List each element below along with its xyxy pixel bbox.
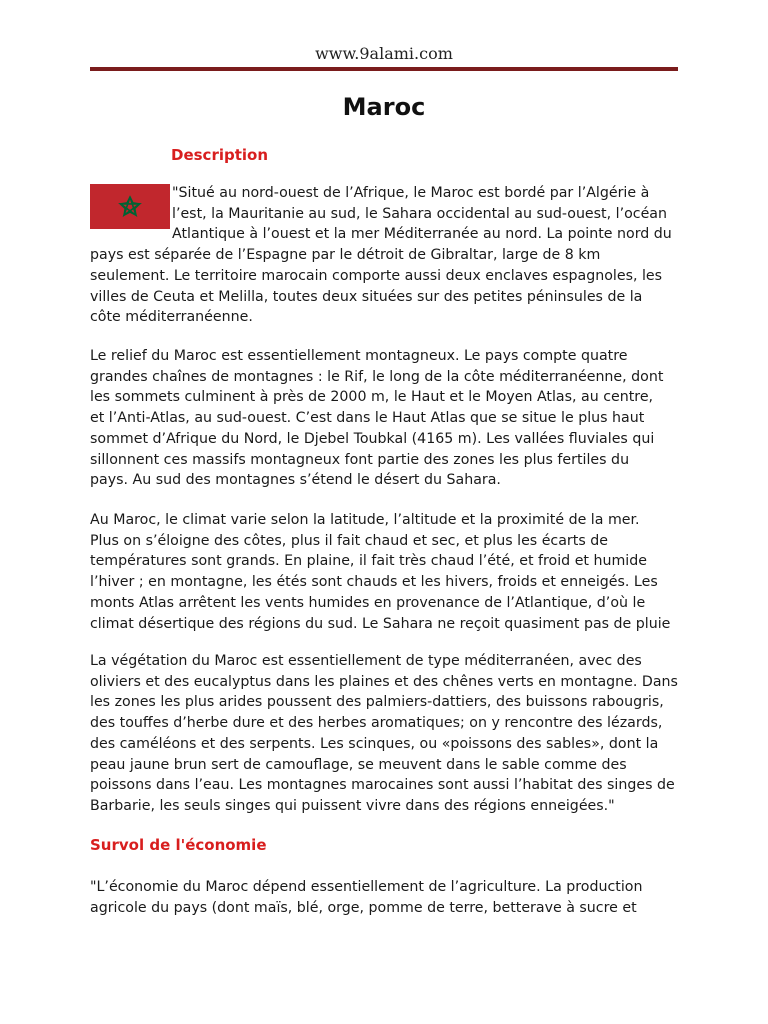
- text-line: Atlantique à l’ouest et la mer Méditerranée au nord. La pointe nord du: [172, 226, 672, 243]
- text-line: l’hiver ; en montagne, les étés sont chauds et les hivers, froids et enneigés. Les: [90, 574, 658, 591]
- text-line: des touffes d’herbe dure et des herbes aromatiques; on y rencontre des lézards,: [90, 715, 663, 732]
- text-line: et l’Anti-Atlas, au sud-ouest. C’est dans le Haut Atlas que se situe le plus haut: [90, 410, 645, 427]
- paragraph-climate: [90, 510, 680, 634]
- text-line: Plus on s’éloigne des côtes, plus il fait chaud et sec, et plus les écarts de: [90, 532, 608, 549]
- section-heading-economy: Survol de l'économie: [90, 836, 267, 854]
- text-line: seulement. Le territoire marocain comporte aussi deux enclaves espagnoles, les: [90, 267, 663, 284]
- text-line: l’est, la Mauritanie au sud, le Sahara occidental au sud-ouest, l’océan: [172, 205, 667, 222]
- text-line: pays. Au sud des montagnes s’étend le désert du Sahara.: [90, 472, 501, 489]
- text-line: sommet d’Afrique du Nord, le Djebel Toubkal (4165 m). Les vallées fluviales qui: [90, 430, 655, 447]
- text-line: "Situé au nord-ouest de l’Afrique, le Maroc est bordé par l’Algérie à: [172, 185, 650, 201]
- text-line: pays est séparée de l’Espagne par le détroit de Gibraltar, large de 8 km: [90, 247, 601, 264]
- text-line: villes de Ceuta et Melilla, toutes deux situées sur des petites péninsules de la: [90, 288, 643, 305]
- text-line: La végétation du Maroc est essentiellement de type méditerranéen, avec des: [90, 653, 642, 669]
- text-line: monts Atlas arrêtent les vents humides en provenance de l’Atlantique, d’où le: [90, 594, 646, 611]
- text-line: sillonnent ces massifs montagneux font partie des zones les plus fertiles du: [90, 451, 630, 468]
- text-line: grandes chaînes de montagnes : le Rif, le long de la côte méditerranéenne, dont: [90, 368, 664, 385]
- text-line: les sommets culminent à près de 2000 m, le Haut et le Moyen Atlas, au centre,: [90, 389, 654, 406]
- text-line: températures sont grands. En plaine, il fait très chaud l’été, et froid et humide: [90, 553, 647, 570]
- text-line: des caméléons et des serpents. Les scinques, ou «poissons des sables», dont la: [90, 735, 659, 752]
- text-line: les zones les plus arides poussent des palmiers-dattiers, des buissons rabougris,: [90, 694, 664, 711]
- paragraph-relief: [90, 346, 680, 491]
- section-heading-description: Description: [171, 146, 269, 164]
- text-line: poissons dans l’eau. Les montagnes marocaines sont aussi l’habitat des singes de: [90, 777, 675, 794]
- text-line: Au Maroc, le climat varie selon la latitude, l’altitude et la proximité de la mer.: [90, 512, 640, 528]
- paragraph-vegetation: [90, 651, 680, 817]
- site-url[interactable]: www.9alami.com: [315, 44, 453, 63]
- text-line: côte méditerranéenne.: [90, 309, 253, 326]
- text-line: Le relief du Maroc est essentiellement montagneux. Le pays compte quatre: [90, 348, 628, 364]
- paragraph-location: [90, 183, 680, 328]
- text-line: climat désertique des régions du sud. Le Sahara ne reçoit quasiment pas de pluie: [90, 615, 671, 632]
- text-line: oliviers et des eucalyptus dans les plaines et des chênes verts en montagne. Dans: [90, 673, 678, 690]
- text-line: Barbarie, les seuls singes qui puissent vivre dans des régions enneigées.": [90, 797, 615, 814]
- text-line: agricole du pays (dont maïs, blé, orge, pomme de terre, betterave à sucre et: [90, 899, 637, 916]
- header-divider: [90, 67, 678, 71]
- page-title: Maroc: [342, 93, 426, 121]
- paragraph-economy: [90, 877, 680, 918]
- text-line: "L’économie du Maroc dépend essentiellement de l’agriculture. La production: [90, 879, 643, 895]
- text-line: peau jaune brun sert de camouflage, se meuvent dans le sable comme des: [90, 756, 627, 773]
